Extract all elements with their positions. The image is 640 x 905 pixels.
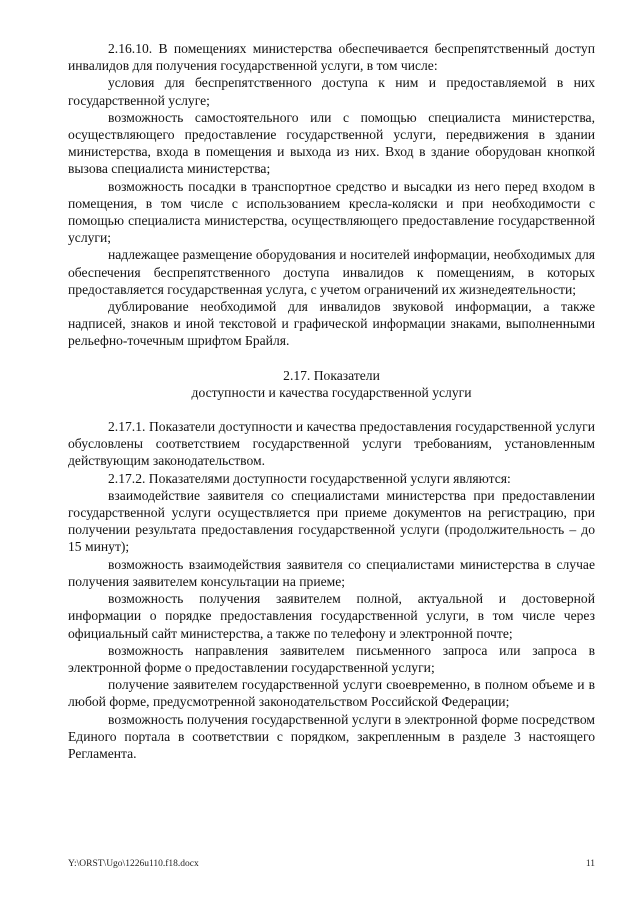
page-number: 11 [585,859,595,869]
paragraph-information-access: возможность получения заявителем полной, актуальной и достоверной информации о порядке предоставления государственной услуги, в том числе через официальный сайт министерства, а также по телефону и электронной почте; [68,591,595,641]
paragraph-2-17-2: 2.17.2. Показателями доступности государственной услуги являются: [108,470,511,486]
paragraph-timely-service: получение заявителем государственной услуги своевременно, в полном объеме и в любой форме, предусмотренной законодательством Российской Федерации; [68,677,595,710]
paragraph-equipment-placement: надлежащее размещение оборудования и носителей информации, необходимых для обеспечения беспрепятственного доступа инвалидов к помещениям, в которых предоставляется государственная услуга, с учетом ограничений их жизнедеятельности; [68,247,595,297]
paragraph-interaction-duration: взаимодействие заявителя со специалистами министерства при предоставлении государственной услуги осуществляется при приеме документов на регистрацию, при получении результата предоставления государственной услуги (продолжительность – до 15 минут); [68,487,595,555]
footer-file-path: Y:\ORST\Ugo\1226u110.f18.docx [68,859,199,869]
page-footer [68,859,595,869]
paragraph-consultation: возможность взаимодействия заявителя со специалистами министерства в случае получения заявителем консультации на приеме; [68,556,595,589]
paragraph-electronic-service: возможность получения государственной услуги в электронной форме посредством Единого портала в соответствии с порядком, закрепленным в разделе 3 настоящего Регламента. [68,711,595,761]
section-2-17-heading-subtitle: доступности и качества государственной услуги [191,384,472,400]
paragraph-independent-movement: возможность самостоятельного или с помощью специалиста министерства, осуществляющего предоставление государственной услуги, передвижения в здании министерства, входа в помещения и выхода из них. Вход в здание оборудован кнопкой вызова специалиста министерства; [68,109,595,177]
document-page [68,40,595,762]
paragraph-2-17-1: 2.17.1. Показатели доступности и качества предоставления государственной услуги обусловлены соответствием государственной услуги требованиям, установленным действующим законодательством. [68,419,595,469]
paragraph-transport-boarding: возможность посадки в транспортное средство и высадки из него перед входом в помещения, в том числе с использованием кресла-коляски и при необходимости с помощью специалиста министерства, осуществляющего предоставление государственной услуги; [68,178,595,246]
paragraph-written-request: возможность направления заявителем письменного запроса или запроса в электронной форме о предоставлении государственной услуги; [68,642,595,675]
paragraph-access-conditions: условия для беспрепятственного доступа к ним и предоставляемой в них государственной услуге; [68,75,595,108]
section-2-17-heading-title: 2.17. Показатели [283,367,380,383]
paragraph-braille-duplication: дублирование необходимой для инвалидов звуковой информации, а также надписей, знаков и иной текстовой и графической информации знаками, выполненными рельефно-точечным шрифтом Брайля. [68,299,595,349]
paragraph-2-16-10: 2.16.10. В помещениях министерства обеспечивается беспрепятственный доступ инвалидов для получения государственной услуги, в том числе: [68,41,595,74]
